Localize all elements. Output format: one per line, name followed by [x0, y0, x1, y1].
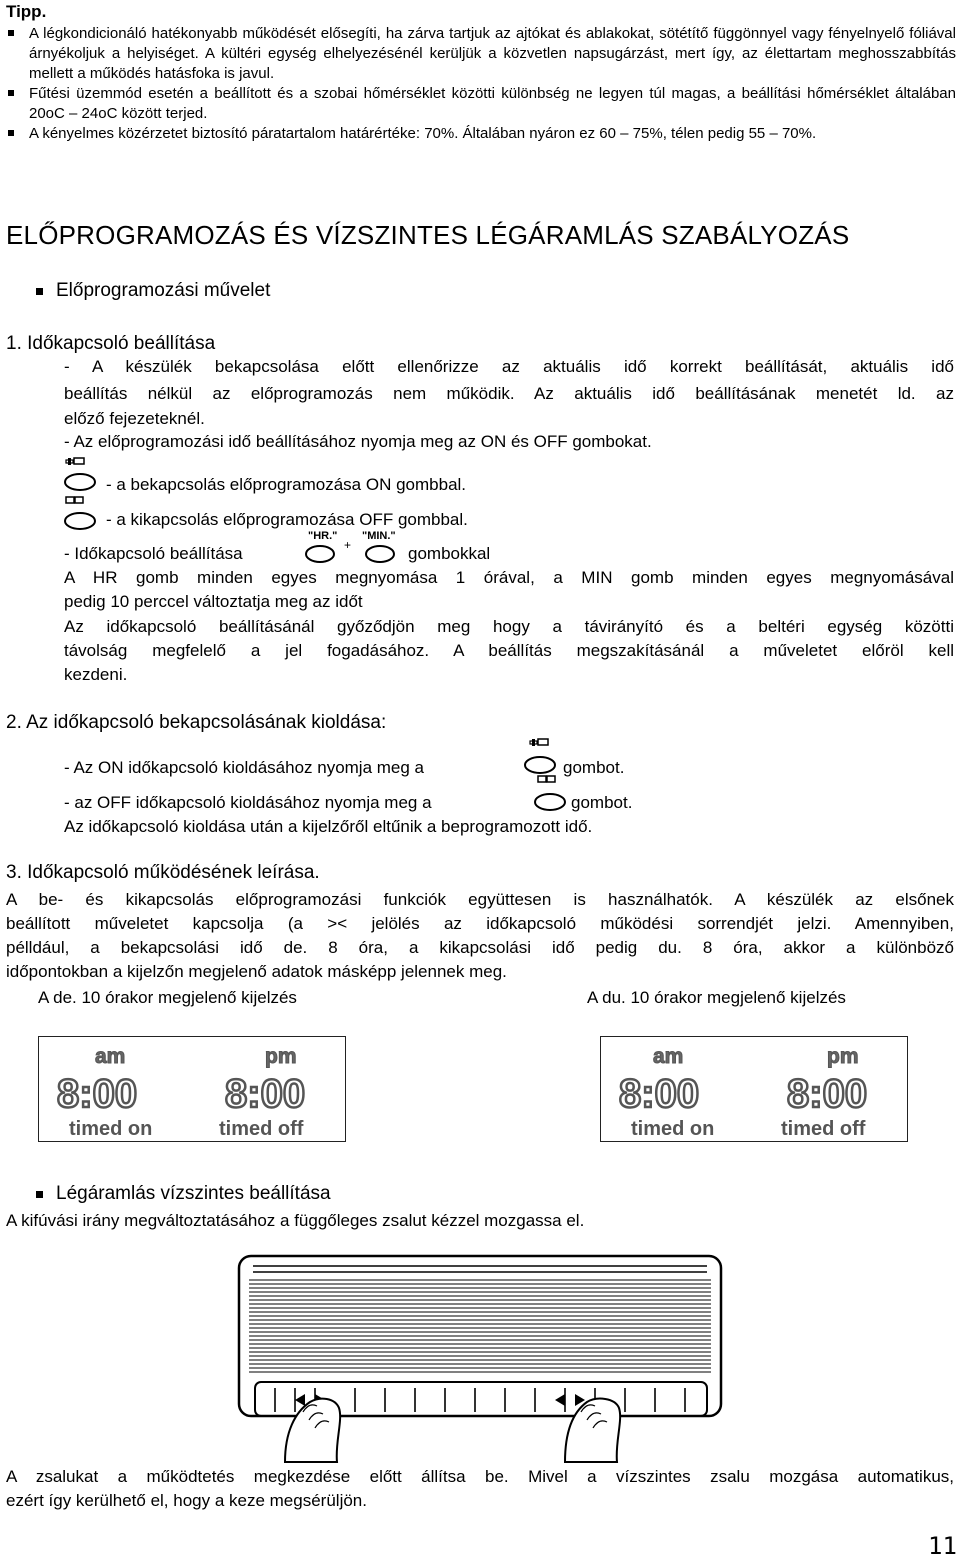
on-line: - a bekapcsolás előprogramozása ON gombbal.: [106, 475, 467, 494]
hr-line-b: gombokkal: [408, 544, 491, 563]
lcd-time-on: 8:00: [57, 1072, 138, 1116]
timer-off-icon: [62, 495, 104, 538]
airflow-bullet: Légáramlás vízszintes beállítása: [34, 1183, 331, 1205]
hr-line-a: - Időkapcsoló beállítása: [64, 544, 243, 563]
hr-label: "HR.": [308, 530, 338, 542]
s2-off-line-a: - az OFF időkapcsoló kioldásához nyomja meg a: [64, 793, 432, 812]
airflow-paragraph-1: A kifúvási irány megváltoztatásához a függőleges zsalut kézzel mozgassa el.: [6, 1211, 585, 1230]
hr-button-icon: [300, 528, 346, 571]
page-number: 11: [928, 1532, 957, 1560]
s2-note: Az időkapcsoló kioldása után a kijelzőről eltűnik a beprogramozott idő.: [64, 817, 593, 836]
s1-line-4: - Az előprogramozási idő beállításához nyomja meg az ON és OFF gombokat.: [64, 432, 652, 451]
lcd-am-label: am: [95, 1045, 126, 1068]
s3-paragraph-3: pélldául, a bekapcsolási idő de. 8 óra, a kikapcsolási idő pedig du. 8 óra, akkor a különböző: [6, 938, 954, 957]
s3-paragraph-4: időpontokban a kijelzőn megjelenő adatok másképp jelennek meg.: [6, 962, 507, 981]
caption-right: A du. 10 órakor megjelenő kijelzés: [587, 988, 846, 1007]
section-2-title: 2. Az időkapcsoló bekapcsolásának kioldása:: [6, 712, 387, 733]
indoor-unit-illustration: [235, 1252, 725, 1469]
lcd-pm-label: pm: [827, 1045, 859, 1068]
lcd-time-off: 8:00: [225, 1072, 306, 1116]
rc-paragraph-2: távolság megfelelő a jel fogadásához. A beállítás megszakításánál a műveletet előröl kell: [64, 641, 954, 660]
lcd-timed-on: timed on: [631, 1118, 715, 1140]
tipp-list: [6, 24, 956, 144]
hr-paragraph-1: A HR gomb minden egyes megnyomása 1 órával, a MIN gomb minden egyes megnyomásával: [64, 568, 954, 587]
airflow-paragraph-3: ezért így kerülhető el, hogy a keze megsérüljön.: [6, 1491, 367, 1510]
lcd-timed-off: timed off: [781, 1118, 866, 1140]
lcd-display-pm: [600, 1036, 908, 1142]
tipp-item: A kényelmes közérzetet biztosító páratartalom határértéke: 70%. Általában nyáron ez 60 – 75%, télen pedig 55 – 70%.: [6, 124, 956, 144]
s3-paragraph-1: A be- és kikapcsolás előprogramozási funkciók együttesen is használhatók. A készülék az elsőnek: [6, 890, 954, 909]
airflow-paragraph-2: A zsalukat a működtetés megkezdése előtt állítsa be. Mivel a vízszintes zsalu mozgása automatikus,: [6, 1467, 954, 1486]
lcd-pm-label: pm: [265, 1045, 297, 1068]
s2-on-line-b: gombot.: [563, 758, 625, 777]
s2-off-line-b: gombot.: [571, 793, 633, 812]
hr-paragraph-2: pedig 10 perccel változtatja meg az időt: [64, 592, 363, 611]
preprog-bullet: Előprogramozási művelet: [34, 280, 270, 302]
min-label: "MIN.": [362, 530, 396, 542]
lcd-display-am: [38, 1036, 346, 1142]
timer-off-icon: [530, 774, 572, 819]
rc-paragraph-1: Az időkapcsoló beállításánál győződjön meg hogy a távirányító és a beltéri egység közötti: [64, 617, 954, 636]
tipp-item: Fűtési üzemmód esetén a beállított és a szobai hőmérséklet közötti különbség ne legyen túl magas, a beállítási hőmérséklet általában 20oC – 24oC között terjed.: [6, 84, 956, 124]
tipp-item: A légkondicionáló hatékonyabb működését elősegíti, ha zárva tartjuk az ajtókat és ablakokat, sötétítő függönnyel vagy fényelnyelő fóliával árnyékoljuk a helyiséget. A kültéri egység elhelyezésénél kerüljük a közvetlen napsugárzást, mert így, az élettartam meghosszabbítás mellett a működés hatásfoka is javul.: [6, 24, 956, 84]
s1-line-3: előző fejezeteknél.: [64, 409, 205, 428]
lcd-time-on: 8:00: [619, 1072, 700, 1116]
s1-line-1: - A készülék bekapcsolása előtt ellenőrizze az aktuális idő korrekt beállítását, aktuális idő: [64, 357, 954, 376]
s1-line-2: beállítás nélkül az előprogramozás nem működik. Az aktuális idő beállításának menetét ld. az: [64, 384, 954, 403]
off-line: - a kikapcsolás előprogramozása OFF gombbal.: [106, 510, 468, 529]
s3-paragraph-2: beállított műveletet kapcsolja (a >< jelölés az időkapcsoló működési sorrendjét jelzi. Amennyiben,: [6, 914, 954, 933]
min-button-icon: [356, 528, 406, 571]
lcd-am-label: am: [653, 1045, 684, 1068]
lcd-timed-on: timed on: [69, 1118, 153, 1140]
caption-left: A de. 10 órakor megjelenő kijelzés: [38, 988, 297, 1007]
section-heading: ELŐPROGRAMOZÁS ÉS VÍZSZINTES LÉGÁRAMLÁS SZABÁLYOZÁS: [6, 220, 850, 250]
timer-on-icon: [62, 456, 104, 499]
lcd-timed-off: timed off: [219, 1118, 304, 1140]
s2-on-line-a: - Az ON időkapcsoló kioldásához nyomja meg a: [64, 758, 425, 777]
hr-plus: +: [344, 538, 352, 552]
lcd-time-off: 8:00: [787, 1072, 868, 1116]
section-1-title: 1. Időkapcsoló beállítása: [6, 333, 216, 354]
section-3-title: 3. Időkapcsoló működésének leírása.: [6, 862, 320, 883]
tipp-title: Tipp.: [6, 2, 47, 21]
rc-paragraph-3: kezdeni.: [64, 665, 128, 684]
